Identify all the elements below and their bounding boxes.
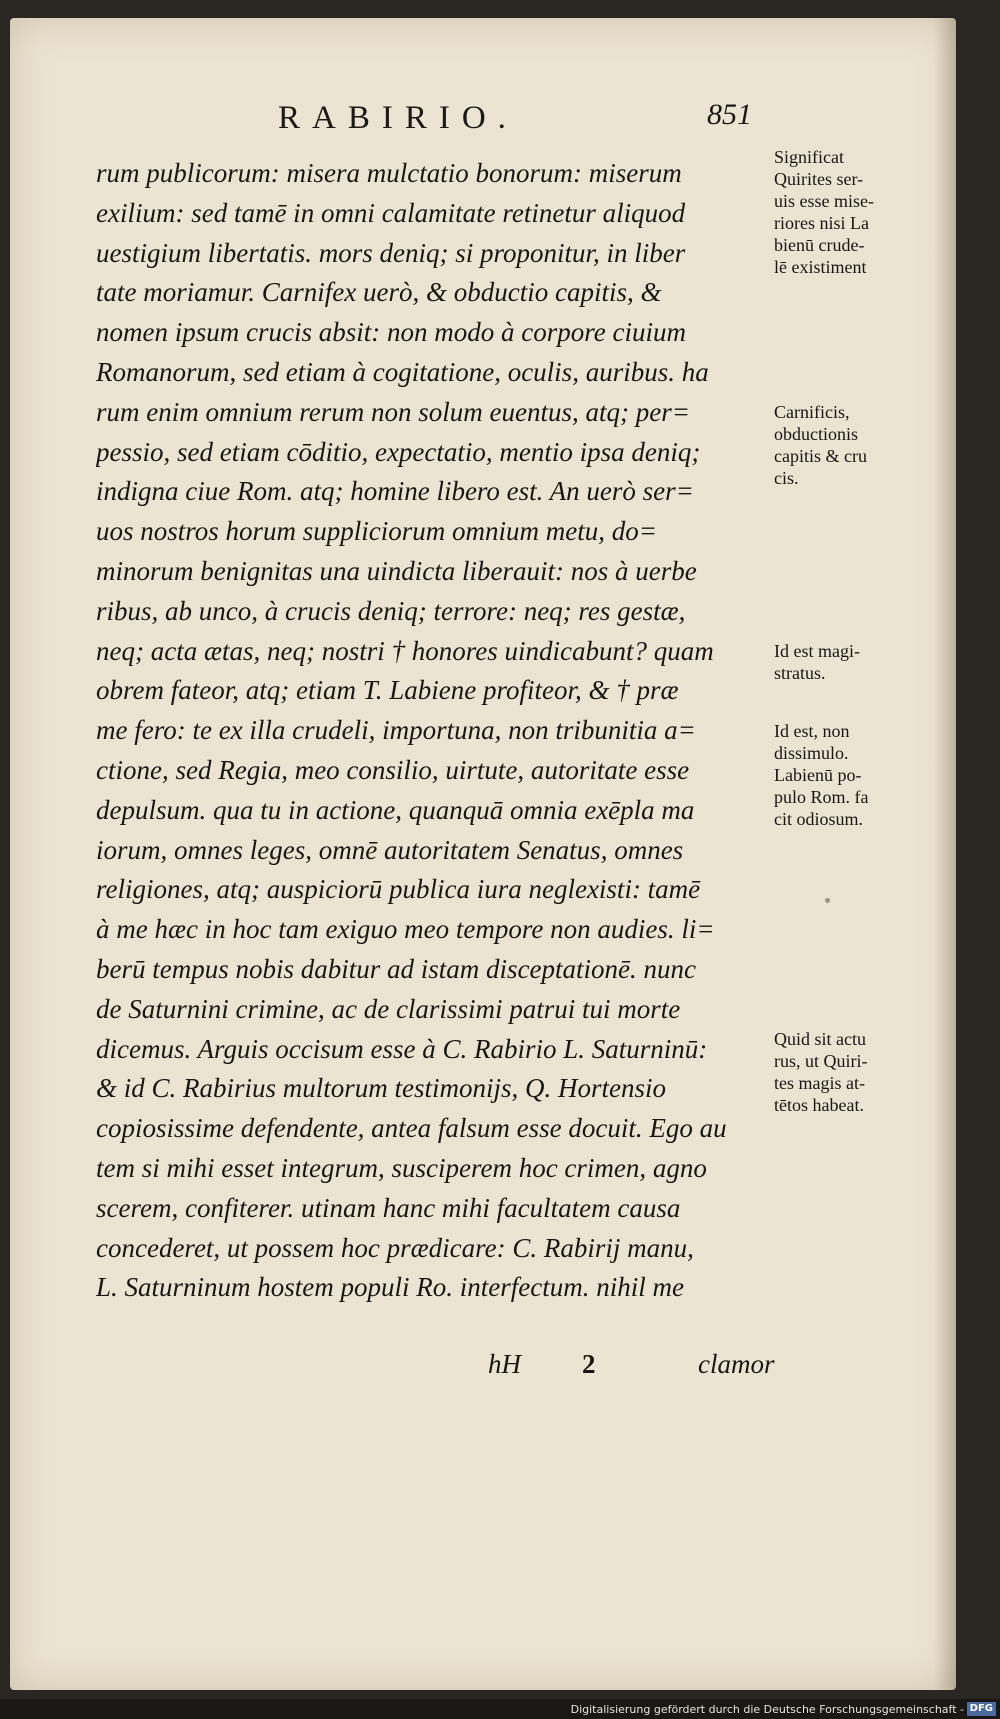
text-line: uos nostros horum suppliciorum omnium metu, do= <box>96 516 657 547</box>
text-line: pessio, sed etiam cōditio, expectatio, mentio ipsa deniq; <box>96 436 701 467</box>
marginal-note: Labienū po- pulo Rom. fa cit odiosum. <box>774 765 869 829</box>
text-line: de Saturnini crimine, ac de clarissimi patrui tui morte <box>96 993 681 1024</box>
text-line: depulsum. qua tu in actione, quanquā omnia exēpla ma <box>96 794 695 825</box>
marginal-note: Quid sit actu rus, ut Quiri- tes magis at- tētos habeat. <box>774 1029 868 1115</box>
digitization-credit: Digitalisierung gefördert durch die Deutsche Forschungsgemeinschaft - <box>570 1703 964 1716</box>
text-line: me fero: te ex illa crudeli, importuna, non tribunitia a= <box>96 715 696 746</box>
paper-speck <box>825 898 830 903</box>
text-line: iorum, omnes leges, omnē autoritatem Senatus, omnes <box>96 834 684 865</box>
text-line: nomen ipsum crucis absit: non modo à corpore ciuium <box>96 317 686 348</box>
text-line: copiosissime defendente, antea falsum esse docuit. Ego au <box>96 1113 727 1144</box>
catchword: clamor <box>698 1349 775 1379</box>
text-line: uestigium libertatis. mors deniq; si proponitur, in liber <box>96 237 686 268</box>
text-line: dicemus. Arguis occisum esse à C. Rabirio L. Saturninū: <box>96 1033 708 1064</box>
text-line: à me hæc in hoc tam exiguo meo tempore non audies. li= <box>96 914 715 945</box>
text-line: neq; acta ætas, neq; nostri † honores uindicabunt? quam <box>96 635 714 666</box>
footer-bar <box>0 1699 1000 1719</box>
marginal-note: Id est, non dissimulo. <box>774 721 850 763</box>
text-line: & id C. Rabirius multorum testimonijs, Q. Hortensio <box>96 1073 667 1104</box>
text-line: rum enim omnium rerum non solum euentus, atq; per= <box>96 396 690 427</box>
text-line: ribus, ab unco, à crucis deniq; terrore: neq; res gestæ, <box>96 595 686 626</box>
text-line: indigna ciue Rom. atq; homine libero est. An uerò ser= <box>96 476 694 507</box>
text-line: berū tempus nobis dabitur ad istam disceptationē. nunc <box>96 953 696 984</box>
text-line: L. Saturninum hostem populi Ro. interfectum. nihil me <box>96 1272 684 1303</box>
text-line: ctione, sed Regia, meo consilio, uirtute, autoritate esse <box>96 754 690 785</box>
text-line: Romanorum, sed etiam à cogitatione, oculis, auribus. ha <box>96 356 709 387</box>
text-line: tate moriamur. Carnifex uerò, & obductio capitis, & <box>96 277 662 308</box>
text-line: tem si mihi esset integrum, susciperem hoc crimen, agno <box>96 1152 707 1183</box>
book-page <box>10 18 956 1690</box>
marginal-note: Id est magi- stratus. <box>774 641 860 683</box>
running-title: RABIRIO. <box>278 100 518 136</box>
page-number: 851 <box>707 98 752 131</box>
signature-number: 2 <box>582 1349 596 1379</box>
text-line: minorum benignitas una uindicta liberauit: nos à uerbe <box>96 555 697 586</box>
text-line: rum publicorum: misera mulctatio bonorum: miserum <box>96 158 682 188</box>
text-line: obrem fateor, atq; etiam T. Labiene profiteor, & † præ <box>96 675 679 706</box>
page-edge-shadow <box>934 18 956 1690</box>
text-line: exilium: sed tamē in omni calamitate retinetur aliquod <box>96 197 686 228</box>
text-line: scerem, confiterer. utinam hanc mihi facultatem causa <box>96 1192 681 1223</box>
body-text <box>96 154 786 1308</box>
signature-mark: hH <box>488 1349 521 1379</box>
dfg-logo: DFG <box>967 1702 996 1716</box>
text-line: concederet, ut possem hoc prædicare: C. Rabirij manu, <box>96 1232 694 1263</box>
catchword-line <box>10 1349 956 1389</box>
marginal-note: Carnificis, obductionis capitis & cru cis. <box>774 402 867 488</box>
marginal-note: Significat Quirites ser- uis esse mise- riores nisi La bienū crude- lē existiment <box>774 147 874 277</box>
text-line: religiones, atq; auspiciorū publica iura neglexisti: tamē <box>96 874 701 905</box>
